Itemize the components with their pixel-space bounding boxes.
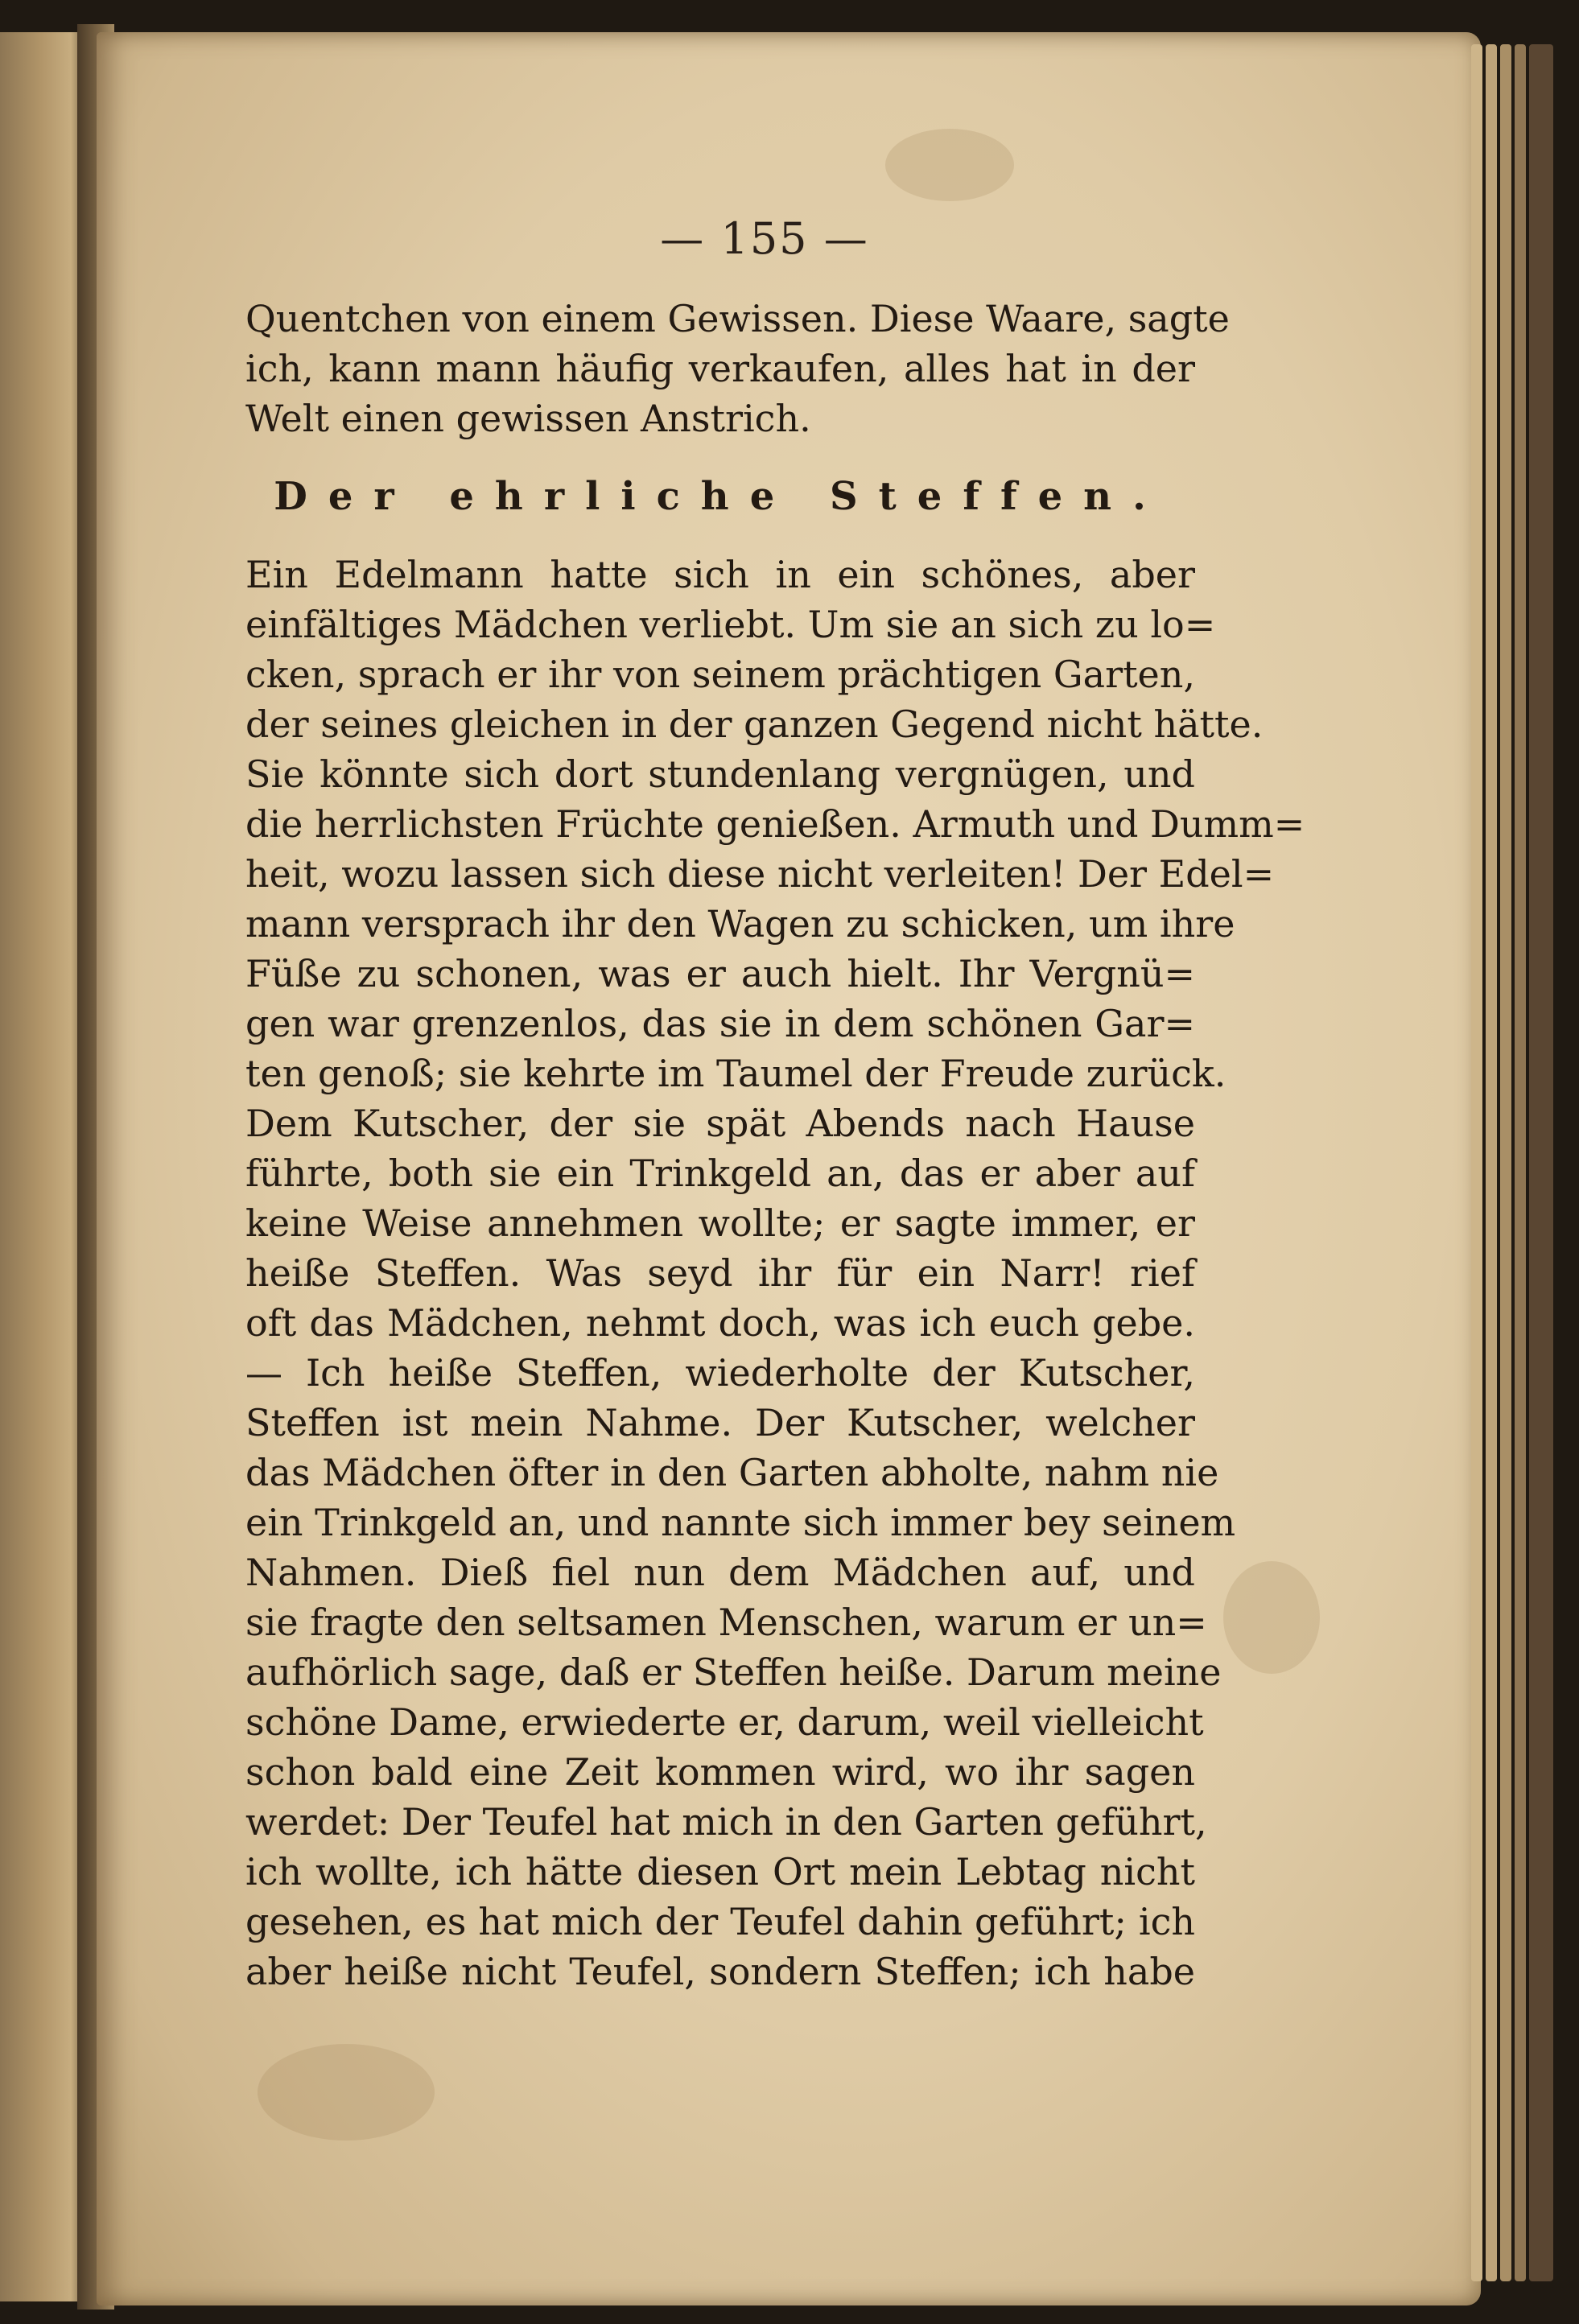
text-line: mann versprach ihr den Wagen zu schicken, um ihre (245, 902, 1235, 946)
text-line: werdet: Der Teufel hat mich in den Garten geführt, (245, 1800, 1207, 1844)
text-line: Nahmen. Dieß fiel nun dem Mädchen auf, und (245, 1551, 1195, 1594)
text-line: Füße zu schonen, was er auch hielt. Ihr Vergnü= (245, 952, 1195, 995)
text-line: ein Trinkgeld an, und nannte sich immer bey seinem (245, 1501, 1236, 1544)
text-line: die herrlichsten Früchte genießen. Armuth und Dumm= (245, 802, 1305, 846)
paper-stain (885, 129, 1014, 201)
page-edge (1471, 44, 1482, 2281)
section-title: Der ehrliche Steffen. (274, 474, 1167, 519)
text-line: ich, kann mann häufig verkaufen, alles hat in der (245, 347, 1195, 390)
text-line: keine Weise annehmen wollte; er sagte immer, er (245, 1201, 1195, 1245)
paper-stain (1223, 1561, 1320, 1674)
text-line: schöne Dame, erwiederte er, darum, weil vielleicht (245, 1700, 1204, 1744)
page-edge (1486, 44, 1497, 2281)
book-cover-edge (1529, 44, 1553, 2281)
text-line: aber heiße nicht Teufel, sondern Steffen; ich habe (245, 1950, 1195, 1993)
text-line: Welt einen gewissen Anstrich. (245, 397, 811, 440)
page-text (245, 294, 1305, 1996)
text-line: schon bald eine Zeit kommen wird, wo ihr sagen (245, 1750, 1195, 1794)
text-line: das Mädchen öfter in den Garten abholte, nahm nie (245, 1451, 1219, 1494)
text-line: ich wollte, ich hätte diesen Ort mein Lebtag nicht (245, 1850, 1195, 1893)
text-line: Quentchen von einem Gewissen. Diese Waare, sagte (245, 297, 1230, 340)
text-line: Steffen ist mein Nahme. Der Kutscher, welcher (245, 1401, 1195, 1444)
text-line: aufhörlich sage, daß er Steffen heiße. Darum meine (245, 1650, 1222, 1694)
facing-page-edge (0, 32, 89, 2301)
text-line: ten genoß; sie kehrte im Taumel der Freude zurück. (245, 1052, 1227, 1095)
page-edge (1500, 44, 1511, 2281)
text-line: oft das Mädchen, nehmt doch, was ich euch gebe. (245, 1301, 1195, 1345)
text-line: führte, both sie ein Trinkgeld an, das er aber auf (245, 1152, 1195, 1195)
text-line: cken, sprach er ihr von seinem prächtigen Garten, (245, 653, 1196, 696)
page-edge (1515, 44, 1526, 2281)
paper-stain (258, 2044, 435, 2141)
text-line: gen war grenzenlos, das sie in dem schönen Gar= (245, 1002, 1195, 1045)
text-line: der seines gleichen in der ganzen Gegend nicht hätte. (245, 703, 1264, 746)
page-number-header: — 155 — (660, 213, 869, 264)
text-line: einfältiges Mädchen verliebt. Um sie an sich zu lo= (245, 603, 1216, 646)
text-line: Dem Kutscher, der sie spät Abends nach Hause (245, 1102, 1195, 1145)
text-line: heiße Steffen. Was seyd ihr für ein Narr! rief (245, 1251, 1195, 1295)
text-line: Sie könnte sich dort stundenlang vergnügen, und (245, 752, 1195, 796)
text-line: gesehen, es hat mich der Teufel dahin geführt; ich (245, 1900, 1195, 1943)
text-line: sie fragte den seltsamen Menschen, warum er un= (245, 1601, 1207, 1644)
text-line: heit, wozu lassen sich diese nicht verleiten! Der Edel= (245, 852, 1275, 896)
text-line: — Ich heiße Steffen, wiederholte der Kutscher, (245, 1351, 1195, 1395)
text-line: Ein Edelmann hatte sich in ein schönes, aber (245, 553, 1195, 596)
